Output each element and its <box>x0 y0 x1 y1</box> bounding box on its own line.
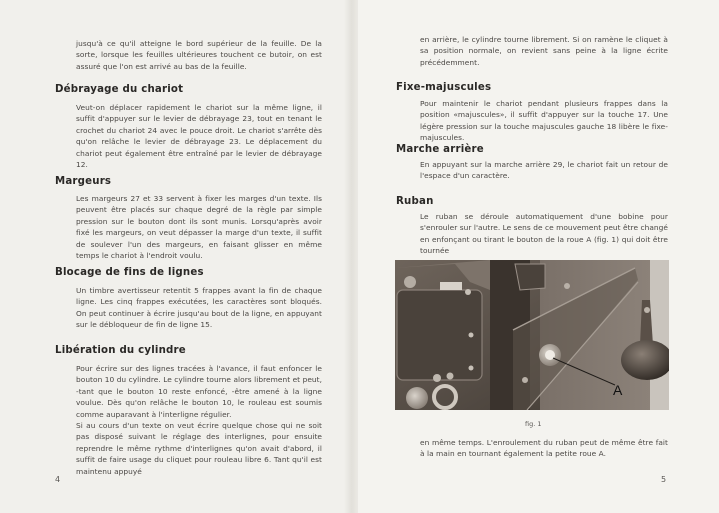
heading-liberation: Libération du cylindre <box>55 345 186 356</box>
heading-debrayage: Débrayage du chariot <box>55 84 184 95</box>
right-intro-paragraph: en arrière, le cylindre tourne librement. Si on ramène le cliquet à sa position normale, on revient sans peine à la ligne écrite précédemment. <box>420 35 668 67</box>
figure-label-a: A <box>613 382 623 398</box>
paragraph-margeurs: Les margeurs 27 et 33 servent à fixer les marges d'un texte. Ils peuvent être placés sur chaque degré de la règle par simple pression sur le bouton dont ils sont munis. Lorsqu'après avoir fixé les margeurs, on veut dépasser la marge d'un texte, il suffit de soulever l'un des margeurs, en faisant glisser en même temps le chariot à l'endroit voulu. <box>76 194 322 261</box>
paragraph-liberation-2: Si au cours d'un texte on veut écrire quelque chose qui ne soit pas disposé suivant le réglage des interlignes, pour ensuite reprendre le même rythme d'interlignes qu'on avait d'abord, il suffit de faire usage du cliquet pour rouleau libre 6. Tant qu'il est maintenu appuyé <box>76 421 322 476</box>
paragraph-fixe-majuscules: Pour maintenir le chariot pendant plusieurs frappes dans la position «majuscules», il suffit d'appuyer sur la touche 17. Une légère pression sur la touche majuscules gauche 18 libère le fixe-majuscules. <box>420 99 668 143</box>
heading-marche-arriere: Marche arrière <box>396 144 484 155</box>
heading-ruban: Ruban <box>396 196 434 207</box>
paragraph-liberation: Pour écrire sur des lignes tracées à l'avance, il faut enfoncer le bouton 10 du cylindre. Le cylindre tourne alors librement et peut, -tant que le bouton 10 reste enfoncé, -être amené à la ligne voulue. Dès qu'on relâche le bouton 10, le rouleau est soumis comme auparavant à l'interligne régulier. <box>76 364 322 419</box>
paragraph-blocage: Un timbre avertisseur retentit 5 frappes avant la fin de chaque ligne. Les cinq frappes exécutées, les caractères sont bloqués. On peut continuer à écrire jusqu'au bout de la ligne, en appuyant sur le débloqueur de fin de ligne 15. <box>76 286 322 330</box>
left-intro-paragraph: jusqu'à ce qu'il atteigne le bord supérieur de la feuille. De la sorte, lorsque les feuilles ultérieures touchent ce butoir, on est assuré que l'on est arrivé au bas de la feuille. <box>76 39 322 71</box>
paragraph-ruban-continued: en même temps. L'enroulement du ruban peut de même être fait à la main en tournant également la petite roue A. <box>420 438 668 459</box>
paragraph-ruban: Le ruban se déroule automatiquement d'une bobine pour s'enrouler sur l'autre. Le sens de ce mouvement peut être changé en enfonçant ou tirant le bouton de la roue A (fig. 1) qui doit être tournée <box>420 212 668 256</box>
page-number-left: 4 <box>55 475 61 484</box>
heading-fixe-majuscules: Fixe-majuscules <box>396 82 492 93</box>
paragraph-debrayage: Veut-on déplacer rapidement le chariot sur la même ligne, il suffit d'appuyer sur le levier de débrayage 23, tout en tenant le crochet du chariot 24 avec le pouce droit. Le chariot s'arrête dès qu'on relâche le levier de débrayage 23. Le déplacement du chariot peut également être entraîné par le levier de débrayage 12. <box>76 103 322 170</box>
page-number-right: 5 <box>661 475 667 484</box>
heading-blocage: Blocage de fins de lignes <box>55 267 204 278</box>
figure-caption: fig. 1 <box>525 420 542 428</box>
paragraph-marche-arriere: En appuyant sur la marche arrière 29, le chariot fait un retour de l'espace d'un caractère. <box>420 160 668 181</box>
typewriter-detail-illustration <box>395 260 669 410</box>
book-gutter <box>344 0 358 513</box>
typewriter-figure-photo <box>395 260 669 410</box>
heading-margeurs: Margeurs <box>55 176 112 187</box>
